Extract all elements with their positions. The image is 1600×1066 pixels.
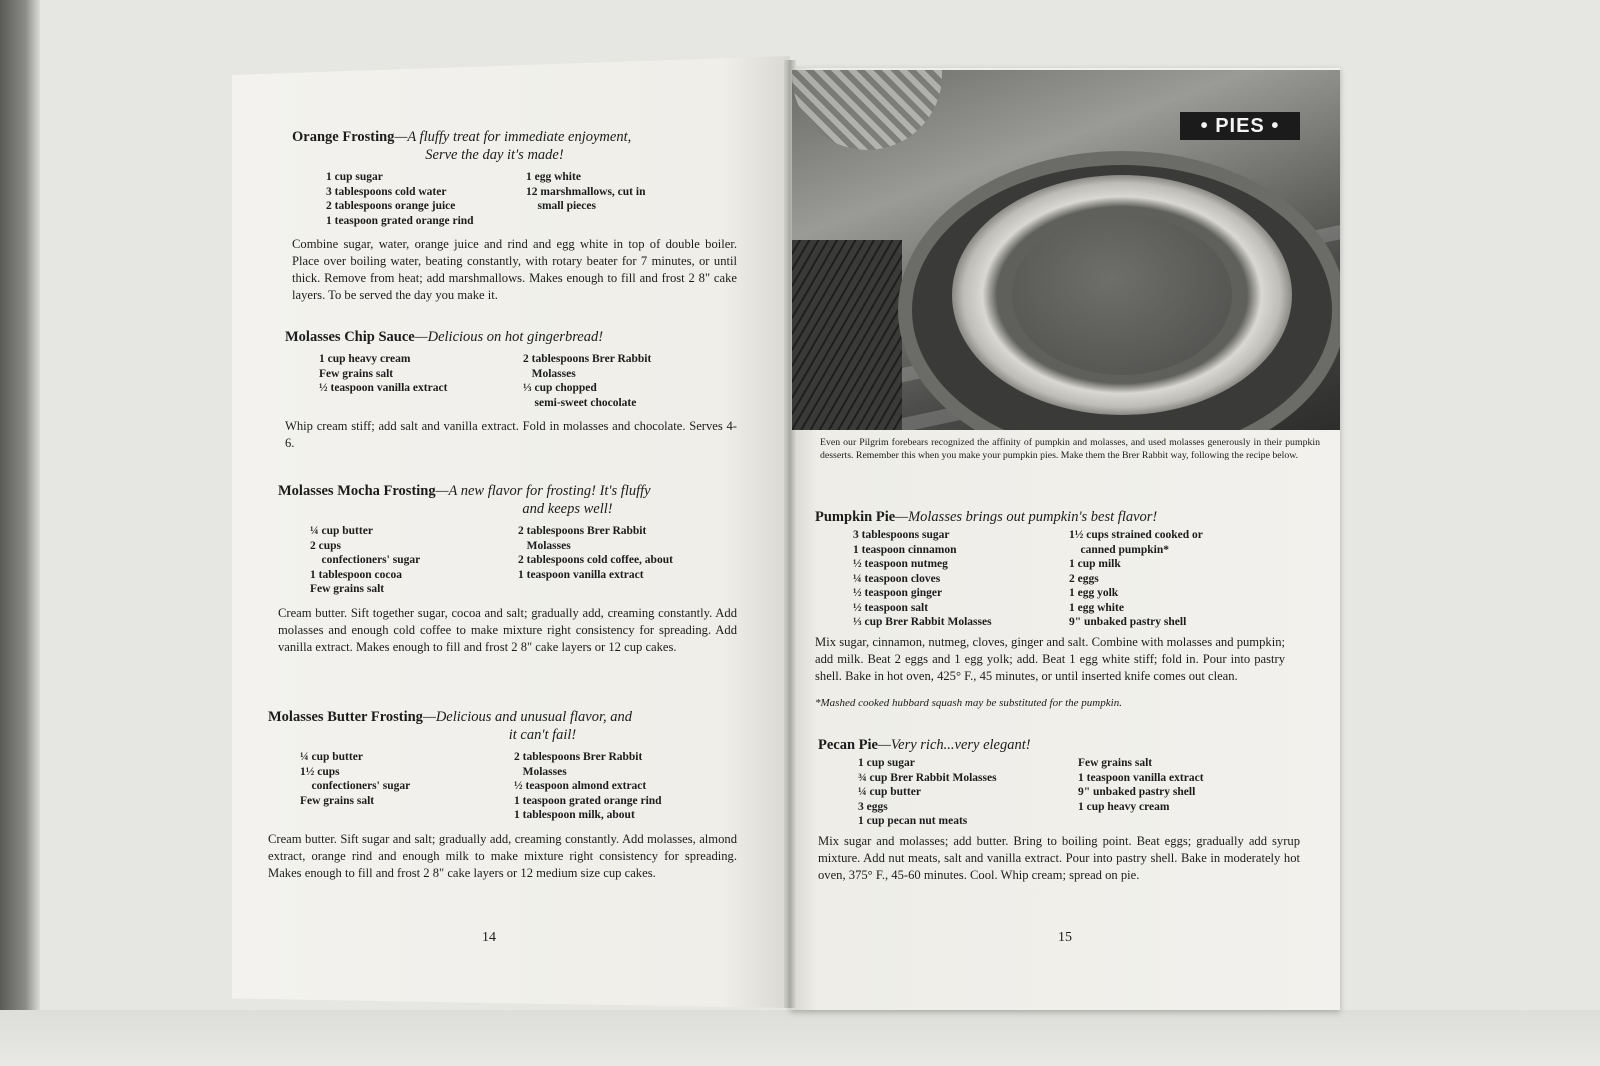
recipe-footnote: *Mashed cooked hubbard squash may be substituted for the pumpkin. — [815, 697, 1122, 710]
recipe-tagline: —A new flavor for frosting! It's fluffy — [435, 483, 651, 499]
ingredient-line: 1 cup sugar — [326, 171, 383, 183]
ingredient-column-1 — [326, 170, 526, 228]
ingredient-column-2 — [518, 524, 673, 597]
recipe-title — [815, 508, 1285, 526]
ingredient-line: 1 teaspoon grated orange rind — [514, 794, 662, 807]
ingredient-line: Molasses — [514, 765, 567, 778]
ingredient-line: small pieces — [526, 200, 596, 212]
ingredient-line: ⅓ cup Brer Rabbit Molasses — [853, 616, 992, 628]
ingredient-line: 1½ cups — [300, 765, 340, 778]
ingredient-line: Few grains salt — [310, 583, 385, 595]
recipe-tagline: —Delicious on hot gingerbread! — [414, 329, 604, 345]
recipe-molasses-butter-frosting — [268, 708, 737, 894]
ingredient-line: ½ teaspoon salt — [853, 601, 929, 614]
recipe-title — [292, 128, 737, 146]
recipe-directions: Cream butter. Sift together sugar, cocoa and salt; gradually add, creaming constantly. Add molasses and enough cold coffee to make mixture right consistency for spreading. Add vanilla extract. Makes enough to fill and frost 2 8" cake layers or 12 cup cakes. — [278, 605, 737, 654]
ingredient-line: 1 cup heavy cream — [319, 353, 411, 365]
page-number-left: 14 — [482, 930, 496, 945]
ingredient-line: ½ teaspoon nutmeg — [853, 558, 948, 570]
ingredient-line: ¼ cup butter — [858, 786, 921, 798]
recipe-molasses-mocha-frosting — [278, 482, 737, 668]
ingredient-line: 1½ cups strained cooked or — [1069, 529, 1203, 541]
recipe-directions: Whip cream stiff; add salt and vanilla extract. Fold in molasses and chocolate. Serves 4-6. — [285, 419, 737, 450]
ingredient-line: 2 tablespoons Brer Rabbit — [518, 525, 647, 537]
recipe-molasses-chip-sauce — [285, 328, 737, 465]
recipe-tagline-line2: it can't fail! — [508, 727, 577, 743]
ingredient-line: ¼ teaspoon cloves — [853, 572, 941, 585]
recipe-tagline: —Delicious and unusual flavor, and — [422, 709, 632, 725]
ingredient-line: confectioners' sugar — [300, 780, 411, 792]
ingredient-line: 3 tablespoons cold water — [326, 185, 447, 198]
ingredient-line: 3 eggs — [858, 800, 888, 813]
ingredient-column-1 — [310, 524, 518, 597]
ingredient-list — [310, 524, 737, 597]
recipe-directions: Cream butter. Sift sugar and salt; gradually add, creaming constantly. Add molasses, almond extract, orange rind and enough milk to make mixture right consistency for spreading. Makes enough to fill and frost 2 8" cake layers or 12 medium size cup cakes. — [268, 831, 737, 880]
ingredient-line: 1 cup pecan nut meats — [858, 815, 968, 827]
recipe-tagline-line2: Serve the day it's made! — [425, 147, 564, 163]
ingredient-line: 1 cup sugar — [858, 757, 915, 769]
ingredient-line: ¼ cup butter — [310, 525, 373, 537]
ingredient-column-2 — [523, 352, 651, 410]
ingredient-line: 2 tablespoons cold coffee, about — [518, 554, 673, 566]
ingredient-line: 1 cup milk — [1069, 558, 1121, 570]
recipe-directions: Mix sugar, cinnamon, nutmeg, cloves, ginger and salt. Combine with molasses and pumpkin; add milk. Beat 2 eggs and 1 egg yolk; add. Beat 1 egg white stiff; fold in. Pour into pastry shell. Bake in hot oven, 425° F., 45 minutes, or until inserted knife comes out clean. — [815, 634, 1285, 683]
recipe-name: Orange Frosting — [292, 129, 395, 145]
ingredient-line: 9" unbaked pastry shell — [1078, 786, 1196, 798]
ingredient-line: ¼ cup butter — [300, 751, 363, 763]
ingredient-list — [300, 750, 737, 823]
ingredient-list — [853, 528, 1285, 630]
recipe-title — [818, 736, 1300, 754]
ingredient-line: 3 tablespoons sugar — [853, 529, 950, 541]
recipe-name: Molasses Butter Frosting — [268, 709, 423, 725]
recipe-pumpkin-pie — [815, 508, 1285, 720]
recipe-title — [278, 482, 737, 500]
recipe-name: Pumpkin Pie — [815, 509, 896, 525]
recipe-title — [268, 708, 737, 726]
ingredient-line: 1 egg yolk — [1069, 587, 1119, 599]
ingredient-column-1 — [858, 756, 1078, 829]
ingredient-line: Molasses — [523, 367, 576, 380]
ingredient-line: 1 teaspoon vanilla extract — [518, 568, 644, 581]
ingredient-line: semi-sweet chocolate — [523, 396, 637, 409]
ingredient-line: 2 tablespoons Brer Rabbit — [523, 353, 652, 365]
ingredient-line: ⅓ cup chopped — [523, 382, 597, 394]
ingredient-line: Few grains salt — [319, 367, 394, 380]
ingredient-line: canned pumpkin* — [1069, 543, 1170, 556]
cut-glass-dish — [792, 70, 942, 150]
ingredient-list — [319, 352, 737, 410]
recipe-tagline-line2: and keeps well! — [522, 501, 613, 517]
pie-filling — [1012, 215, 1232, 375]
background-frame-edge — [0, 0, 40, 1066]
ingredient-column-2 — [514, 750, 662, 823]
ingredient-line: 1 egg white — [1069, 601, 1124, 614]
ingredient-line: ¾ cup Brer Rabbit Molasses — [858, 771, 997, 784]
ingredient-line: ½ teaspoon ginger — [853, 587, 943, 599]
ingredient-line: 2 tablespoons Brer Rabbit — [514, 751, 643, 763]
ingredient-line: Molasses — [518, 539, 571, 552]
recipe-name: Pecan Pie — [818, 737, 878, 753]
ingredient-line: 1 tablespoon milk, about — [514, 809, 635, 821]
ingredient-column-2 — [1078, 756, 1204, 829]
ingredient-list — [858, 756, 1300, 829]
recipe-tagline: —Very rich...very elegant! — [878, 737, 1031, 753]
ingredient-line: Few grains salt — [300, 794, 375, 807]
ingredient-line: 9" unbaked pastry shell — [1069, 616, 1187, 628]
ingredient-line: confectioners' sugar — [310, 554, 421, 566]
ingredient-line: 1 tablespoon cocoa — [310, 568, 402, 581]
ingredient-column-1 — [319, 352, 523, 410]
ingredient-line: 2 eggs — [1069, 572, 1099, 585]
ingredient-list — [326, 170, 737, 228]
page-number-right: 15 — [1058, 930, 1072, 945]
ingredient-line: 2 cups — [310, 539, 341, 552]
recipe-directions: Mix sugar and molasses; add butter. Bring to boiling point. Beat eggs; gradually add syrup mixture. Add nut meats, salt and vanilla extract. Pour into pastry shell. Bake in moderately hot oven, 375° F., 45-60 minutes. Cool. Whip cream; spread on pie. — [818, 833, 1300, 882]
ingredient-line: Few grains salt — [1078, 757, 1153, 769]
ingredient-line: 1 teaspoon vanilla extract — [1078, 771, 1204, 784]
ingredient-line: ½ teaspoon vanilla extract — [319, 382, 448, 394]
recipe-tagline: —A fluffy treat for immediate enjoyment, — [394, 129, 632, 145]
ingredient-column-1 — [300, 750, 514, 823]
recipe-orange-frosting — [292, 128, 737, 317]
section-label-pies: • PIES • — [1180, 112, 1300, 140]
ingredient-column-1 — [853, 528, 1069, 630]
recipe-name: Molasses Mocha Frosting — [278, 483, 436, 499]
ingredient-column-2 — [526, 170, 645, 228]
ingredient-line: 1 teaspoon grated orange rind — [326, 214, 474, 227]
recipe-name: Molasses Chip Sauce — [285, 329, 415, 345]
ingredient-line: ½ teaspoon almond extract — [514, 780, 647, 792]
ingredient-line: 1 teaspoon cinnamon — [853, 543, 957, 556]
table-surface — [0, 1010, 1600, 1066]
photo-caption: Even our Pilgrim forebears recognized the affinity of pumpkin and molasses, and used molasses generously in their pumpkin desserts. Remember this when you make your pumpkin pies. Make them the Brer Rabbit way, following the recipe below. — [820, 437, 1320, 461]
recipe-pecan-pie — [818, 736, 1300, 896]
recipe-title — [285, 328, 737, 346]
ingredient-column-2 — [1069, 528, 1203, 630]
ingredient-line: 12 marshmallows, cut in — [526, 185, 646, 198]
ingredient-line: 1 egg white — [526, 171, 581, 183]
ingredient-line: 1 cup heavy cream — [1078, 800, 1170, 813]
recipe-tagline: —Molasses brings out pumpkin's best flavor! — [895, 509, 1158, 525]
pine-branch — [792, 240, 902, 430]
recipe-directions: Combine sugar, water, orange juice and rind and egg white in top of double boiler. Place over boiling water, beating constantly, with rotary beater for 7 minutes, or until thick. Remove from heat; add marshmallows. Makes enough to fill and frost 2 8" cake layers. To be served the day you make it. — [292, 237, 737, 302]
ingredient-line: 2 tablespoons orange juice — [326, 200, 456, 212]
